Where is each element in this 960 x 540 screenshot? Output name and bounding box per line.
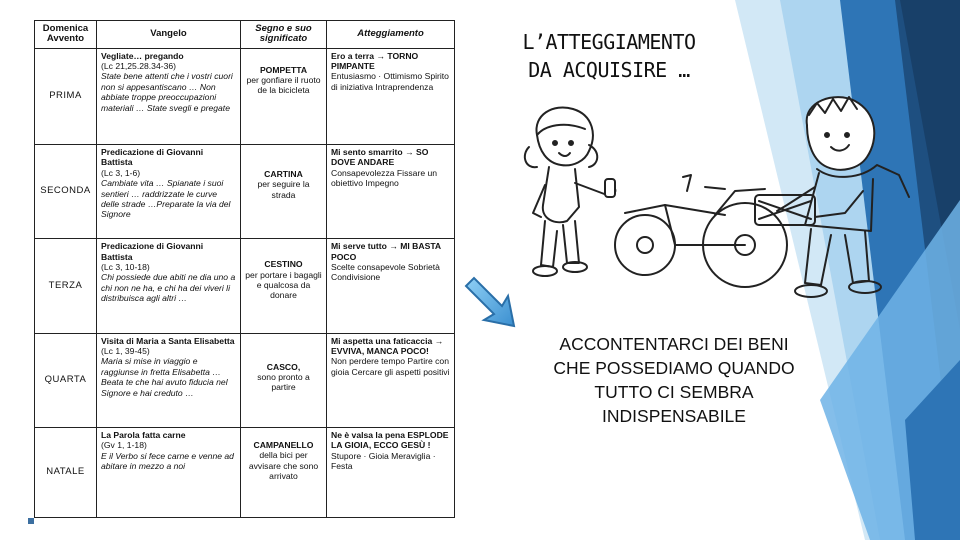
sign-name: CESTINO [264, 259, 303, 270]
gospel-heading: La Parola fatta carne [101, 429, 186, 440]
gospel-heading: Visita di Maria a Santa Elisabetta [101, 335, 235, 346]
attitude-heading: Mi serve tutto → MI BASTA POCO [331, 241, 441, 262]
tricycle [615, 175, 815, 287]
gospel-heading: Vegliate… pregando [101, 50, 184, 61]
gospel-text: State bene attenti che i vostri cuori non si appesantiscano … Non abbiate troppe preoccupazioni materiali … State svegli e pregate [101, 71, 233, 113]
header-sunday: Domenica Avvento [35, 21, 97, 49]
gospel-ref: (Lc 3, 1-6) [101, 167, 141, 178]
attitude-heading: Ne è valsa la pena ESPLODE LA GIOIA, ECCO GESÙ ! [331, 429, 449, 451]
title-line-2: DA ACQUISIRE … [528, 58, 690, 82]
boy-figure [777, 97, 909, 297]
attitude-text: Scelte consapevole Sobrietà Condivisione [331, 262, 440, 283]
gospel-text: E il Verbo si fece carne e venne ad abitare in mezzo a noi [101, 450, 234, 471]
caption-line: ACCONTENTARCI DEI BENI [559, 334, 789, 354]
advent-table [34, 20, 455, 518]
gospel-ref: (Gv 1, 1-18) [101, 440, 147, 451]
sign-cell [241, 144, 327, 238]
sign-text: sono pronto a partire [257, 371, 310, 393]
gospel-cell [97, 333, 241, 427]
attitude-cell [327, 427, 455, 517]
sunday-cell: NATALE [35, 427, 97, 517]
header-gospel: Vangelo [97, 21, 241, 49]
sign-text: per portare i bagagli e qualcosa da donare [245, 269, 322, 301]
table-row [35, 333, 455, 427]
sunday-cell: QUARTA [35, 333, 97, 427]
slide-caption [522, 332, 826, 428]
attitude-cell [327, 239, 455, 333]
advent-table-image [28, 20, 454, 518]
caption-line: CHE POSSEDIAMO QUANDO [553, 358, 795, 378]
sign-cell [241, 333, 327, 427]
attitude-text: Stupore · Gioia Meraviglia · Festa [331, 450, 436, 471]
table-row [35, 427, 455, 517]
gospel-ref: (Lc 1, 39-45) [101, 345, 150, 356]
attitude-text: Consapevolezza Fissare un obiettivo Impegno [331, 167, 438, 189]
gospel-text: Maria si mise in viaggio e raggiunse in fretta Elisabetta … Beata te che hai avuto fiducia nel Signore e hai creduto … [101, 356, 228, 398]
gospel-heading: Predicazione di Giovanni Battista [101, 241, 204, 262]
attitude-heading: Mi sento smarrito → SO DOVE ANDARE [331, 146, 429, 168]
title-line-1: L’ATTEGGIAMENTO [522, 30, 696, 54]
slide-title [486, 28, 732, 84]
attitude-heading: Mi aspetta una faticaccia → EVVIVA, MANCA POCO! [331, 335, 444, 356]
arrow-down-right-icon [462, 274, 522, 334]
attitude-text: Non perdere tempo Partire con gioia Cercare gli aspetti positivi [331, 356, 450, 377]
gospel-cell [97, 427, 241, 517]
gospel-text: Chi possiede due abiti ne dia uno a chi non ne ha, e chi ha dei viveri li distribuisca agli altri … [101, 272, 236, 304]
gospel-text: Cambiate vita … Spianate i suoi sentieri … raddrizzate le curve delle strade …Preparate la via del Signore [101, 178, 231, 220]
gospel-cell [97, 48, 241, 144]
sign-name: POMPETTA [259, 64, 308, 75]
sunday-cell: TERZA [35, 239, 97, 333]
sign-cell [241, 48, 327, 144]
attitude-cell [327, 144, 455, 238]
sunday-cell: SECONDA [35, 144, 97, 238]
caption-line: TUTTO CI SEMBRA [594, 382, 754, 402]
sign-text: della bici per avvisare che sono arrivato [248, 450, 319, 481]
table-row [35, 239, 455, 333]
sign-text: per gonfiare il ruoto de la bicicleta [246, 75, 321, 96]
sign-name: CASCO, [266, 361, 301, 372]
attitude-heading: Ero a terra → TORNO PIMPANTE [331, 50, 419, 72]
attitude-text: Entusiasmo · Ottimismo Spirito di iniziativa Intraprendenza [331, 71, 449, 92]
sign-cell [241, 427, 327, 517]
gospel-heading: Predicazione di Giovanni Battista [101, 146, 204, 168]
attitude-cell [327, 48, 455, 144]
gospel-ref: (Lc 21,25.28.34-36) [101, 61, 177, 72]
sign-name: CARTINA [264, 168, 303, 179]
sunday-cell: PRIMA [35, 48, 97, 144]
sign-name: CAMPANELLO [253, 439, 314, 450]
table-header-row [35, 21, 455, 49]
attitude-cell [327, 333, 455, 427]
sign-text: per seguire la strada [257, 179, 310, 200]
caption-line: INDISPENSABILE [602, 406, 746, 426]
header-sign: Segno e suo significato [241, 21, 327, 49]
table-row [35, 48, 455, 144]
children-with-tricycle-drawing [515, 95, 915, 320]
gospel-ref: (Lc 3, 10-18) [101, 262, 150, 273]
table-row [35, 144, 455, 238]
gospel-cell [97, 144, 241, 238]
sign-cell [241, 239, 327, 333]
gospel-cell [97, 239, 241, 333]
header-attitude: Atteggiamento [327, 21, 455, 49]
girl-figure [525, 107, 616, 276]
